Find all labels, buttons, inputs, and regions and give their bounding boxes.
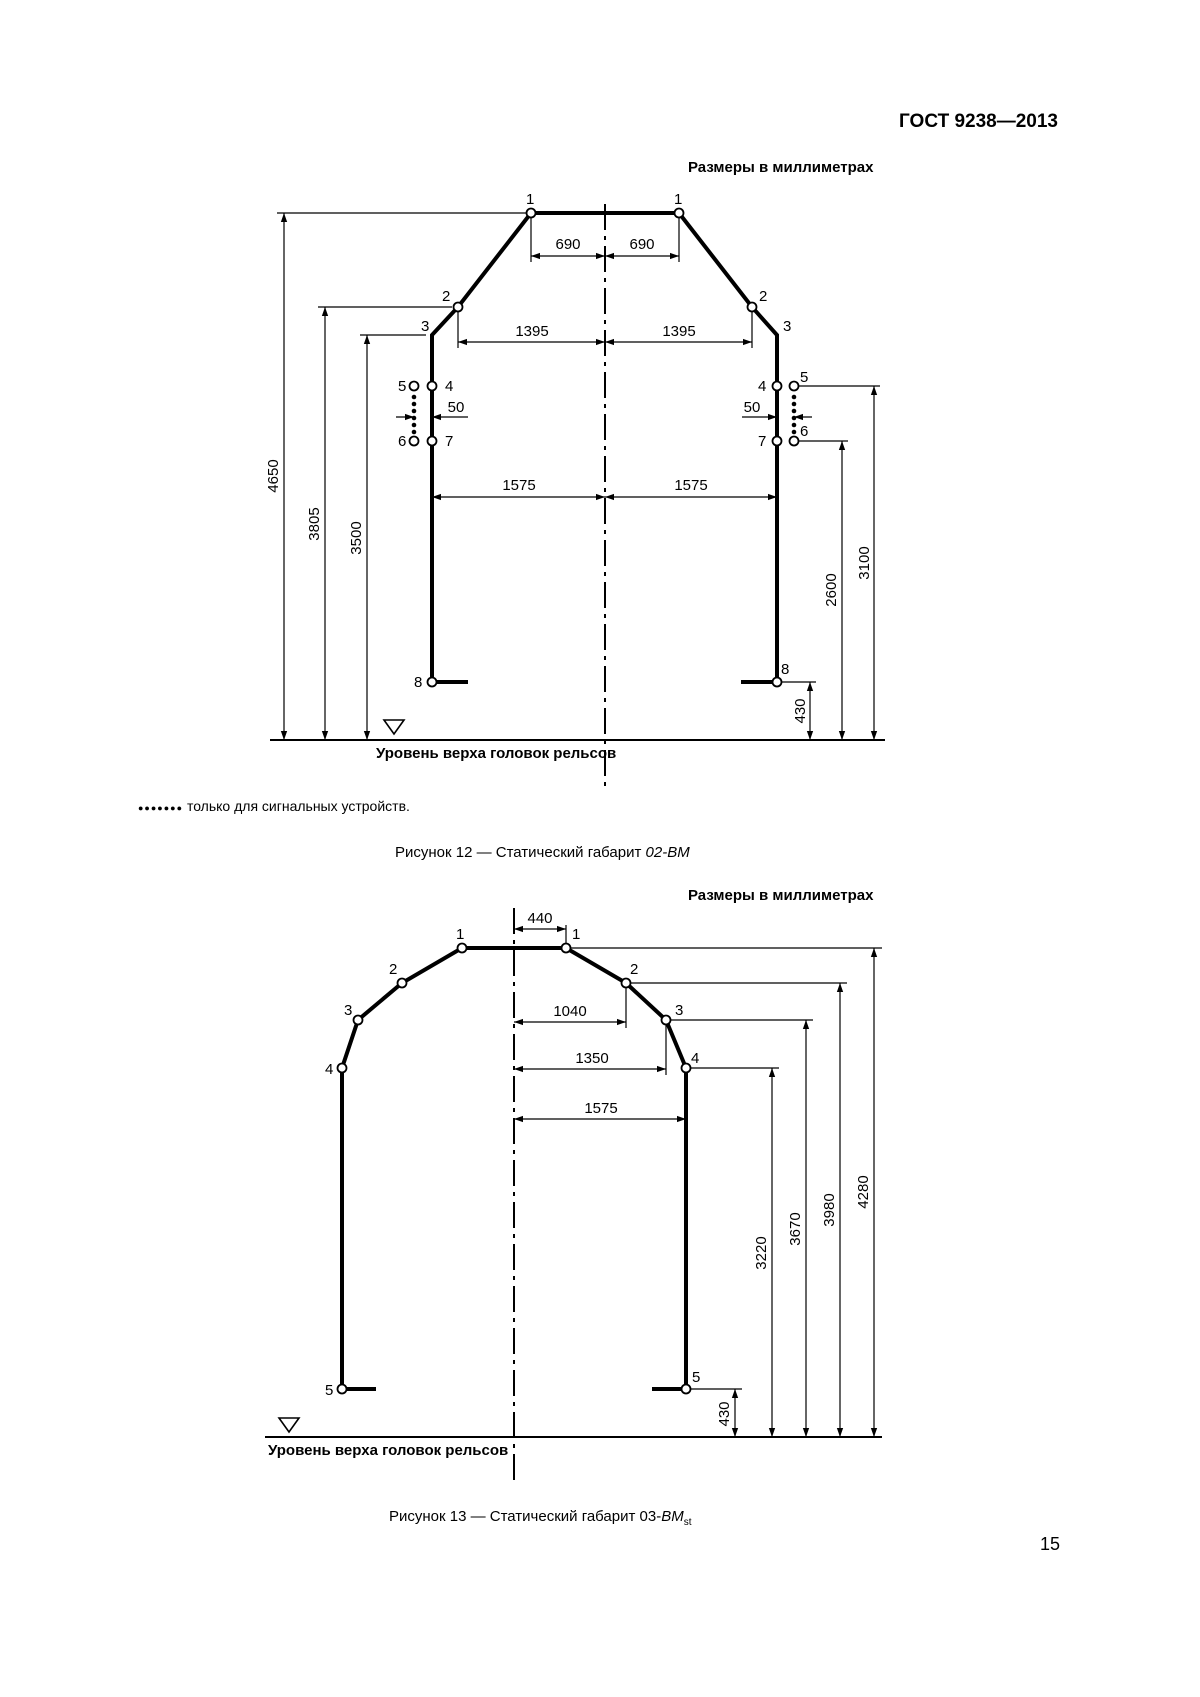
point-label: 5	[800, 369, 809, 386]
point-label: 1	[572, 926, 581, 943]
point-label: 3	[421, 318, 430, 335]
point-label: 4	[325, 1061, 334, 1078]
point-label: 2	[759, 288, 768, 305]
point-label: 8	[414, 674, 423, 691]
dim-value: 1395	[515, 323, 549, 340]
dim-value: 1395	[662, 323, 696, 340]
units-label-fig12: Размеры в миллиметрах	[688, 159, 874, 176]
dim-value: 1575	[674, 477, 708, 494]
dim-value: 3500	[348, 521, 365, 555]
point-label: 6	[800, 423, 809, 440]
point-label: 2	[630, 961, 639, 978]
point-label: 7	[758, 433, 767, 450]
point-label: 8	[781, 661, 790, 678]
dim-value: 3220	[753, 1236, 770, 1270]
point-label: 1	[456, 926, 465, 943]
dim-value: 1575	[584, 1100, 618, 1117]
dim-value: 3670	[787, 1212, 804, 1246]
caption-subscript: st	[683, 1517, 692, 1528]
point-label: 2	[442, 288, 451, 305]
caption-designation: 02-ВМ	[645, 844, 690, 861]
standard-header: ГОСТ 9238—2013	[899, 111, 1058, 132]
caption-text: Рисунок 13 — Статический габарит 03-	[389, 1508, 662, 1525]
dim-value: 3805	[306, 507, 323, 541]
point-label: 1	[526, 191, 535, 208]
dim-value: 50	[447, 399, 465, 416]
rail-level-label: Уровень верха головок рельсов	[268, 1442, 509, 1459]
rail-level-label: Уровень верха головок рельсов	[376, 745, 617, 762]
signal-dots-legend: ●●●●●●●	[138, 803, 184, 813]
figure-13-caption	[389, 1508, 692, 1528]
point-label: 3	[783, 318, 792, 335]
dim-value: 2600	[823, 573, 840, 607]
point-label: 3	[344, 1002, 353, 1019]
dim-value: 430	[716, 1401, 733, 1427]
dim-value: 440	[527, 910, 553, 927]
dim-value: 690	[629, 236, 655, 253]
point-label: 4	[445, 378, 454, 395]
point-label: 7	[445, 433, 454, 450]
dim-value: 1040	[553, 1003, 587, 1020]
point-label: 5	[692, 1369, 701, 1386]
units-label-fig13: Размеры в миллиметрах	[688, 887, 874, 904]
dim-value: 3100	[856, 546, 873, 580]
dim-value: 50	[743, 399, 761, 416]
point-label: 4	[758, 378, 767, 395]
dim-value: 3980	[821, 1193, 838, 1227]
point-label: 4	[691, 1050, 700, 1067]
point-label: 2	[389, 961, 398, 978]
point-label: 1	[674, 191, 683, 208]
rail-level-marker-icon	[279, 1418, 299, 1432]
dim-value: 4280	[855, 1175, 872, 1209]
dim-value: 4650	[265, 459, 282, 493]
point-label: 5	[398, 378, 407, 395]
caption-text: Рисунок 12 — Статический габарит	[395, 844, 646, 861]
point-label: 6	[398, 433, 407, 450]
page-number: 15	[1039, 1534, 1060, 1554]
point-label: 3	[675, 1002, 684, 1019]
point-label: 5	[325, 1382, 334, 1399]
vertical-dimensions-fig13	[571, 948, 882, 1437]
dim-value: 690	[555, 236, 581, 253]
dim-value: 1575	[502, 477, 536, 494]
dim-value: 1350	[575, 1050, 609, 1067]
horizontal-dimensions-fig13	[514, 925, 686, 1119]
point-labels-fig13	[325, 926, 700, 1399]
dim-value: 430	[792, 698, 809, 724]
caption-designation: ВМ	[661, 1508, 684, 1525]
signal-note-text: только для сигнальных устройств.	[183, 798, 410, 814]
